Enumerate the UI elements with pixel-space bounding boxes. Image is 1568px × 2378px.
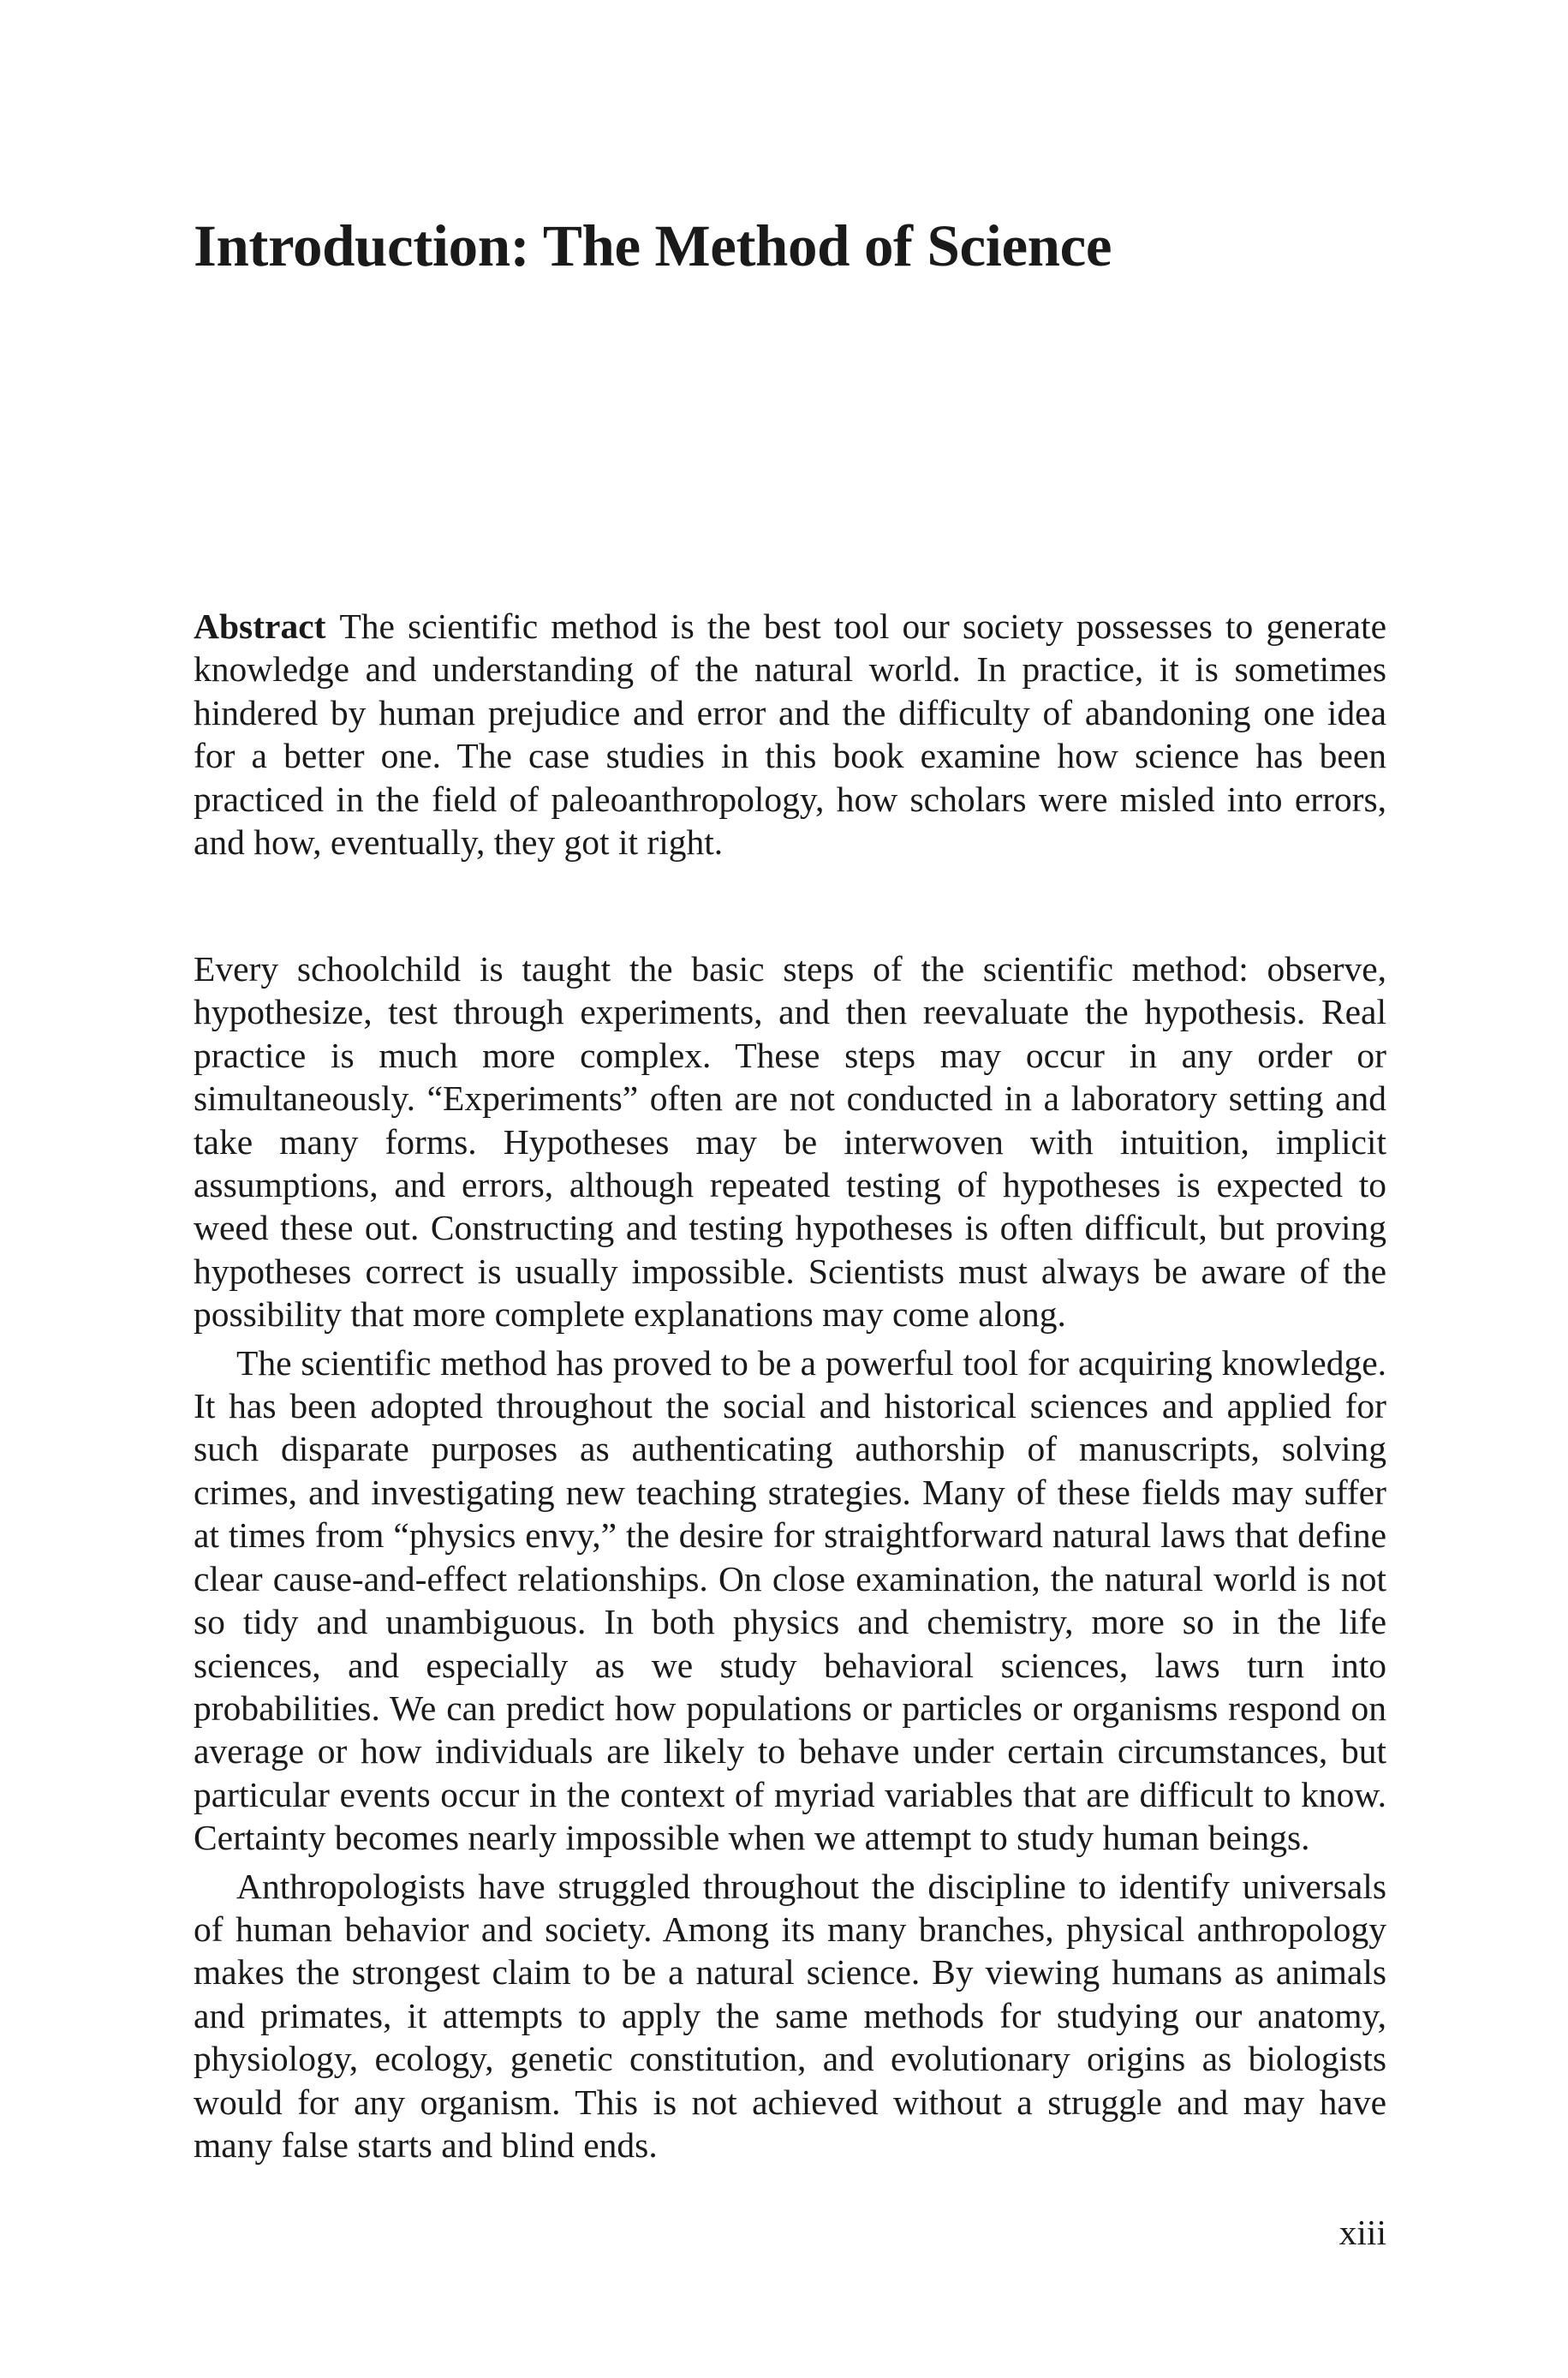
body-paragraph-3: Anthropologists have struggled throughout the discipline to identify universals of human behavior and society. Among its many branches, physical anthropology makes the strongest claim to be a natural science. By viewing humans as animals and primates, it attempts to apply the same methods for studying our anatomy, physiology, ecology, genetic constitution, and evolutionary origins as biologists would for any organism. This is not achieved without a struggle and may have many false starts and blind ends. — [194, 1866, 1386, 2165]
abstract-section — [194, 605, 1386, 863]
abstract-text: The scientific method is the best tool our society possesses to generate knowledge and understanding of the natural world. In practice, it is sometimes hindered by human prejudice and error and the difficulty of abandoning one idea for a better one. The case studies in this book examine how science has been practiced in the field of paleoanthropology, how scholars were misled into errors, and how, eventually, they got it right. — [194, 606, 1386, 863]
body-paragraph-1: Every schoolchild is taught the basic steps of the scientific method: observe, hypothesize, test through experiments, and then reevaluate the hypothesis. Real practice is much more complex. These steps may occur in any order or simultaneously. “Experiments” often are not conducted in a laboratory setting and take many forms. Hypotheses may be interwoven with intuition, implicit assumptions, and errors, although repeated testing of hypotheses is expected to weed these out. Constructing and testing hypotheses is often difficult, but proving hypotheses correct is usually impossible. Scientists must always be aware of the possibility that more complete explanations may come along. — [194, 949, 1386, 1335]
body-text — [194, 947, 1386, 2166]
page-number: xiii — [1338, 2213, 1386, 2252]
abstract-paragraph — [194, 605, 1386, 863]
abstract-label: Abstract — [194, 606, 326, 646]
body-paragraph-2: The scientific method has proved to be a powerful tool for acquiring knowledge. It has been adopted throughout the social and historical sciences and applied for such disparate purposes as authenticating authorship of manuscripts, solving crimes, and investigating new teaching strategies. Many of these fields may suffer at times from “physics envy,” the desire for straightforward natural laws that define clear cause-and-effect relationships. On close examination, the natural world is not so tidy and unambiguous. In both physics and chemistry, more so in the life sciences, and especially as we study behavioral sciences, laws turn into probabilities. We can predict how populations or particles or organisms respond on average or how individuals are likely to behave under certain circumstances, but particular events occur in the context of myriad variables that are difficult to know. Certainty becomes nearly impossible when we attempt to study human beings. — [194, 1342, 1386, 1858]
chapter-title: Introduction: The Method of Science — [194, 213, 1112, 278]
